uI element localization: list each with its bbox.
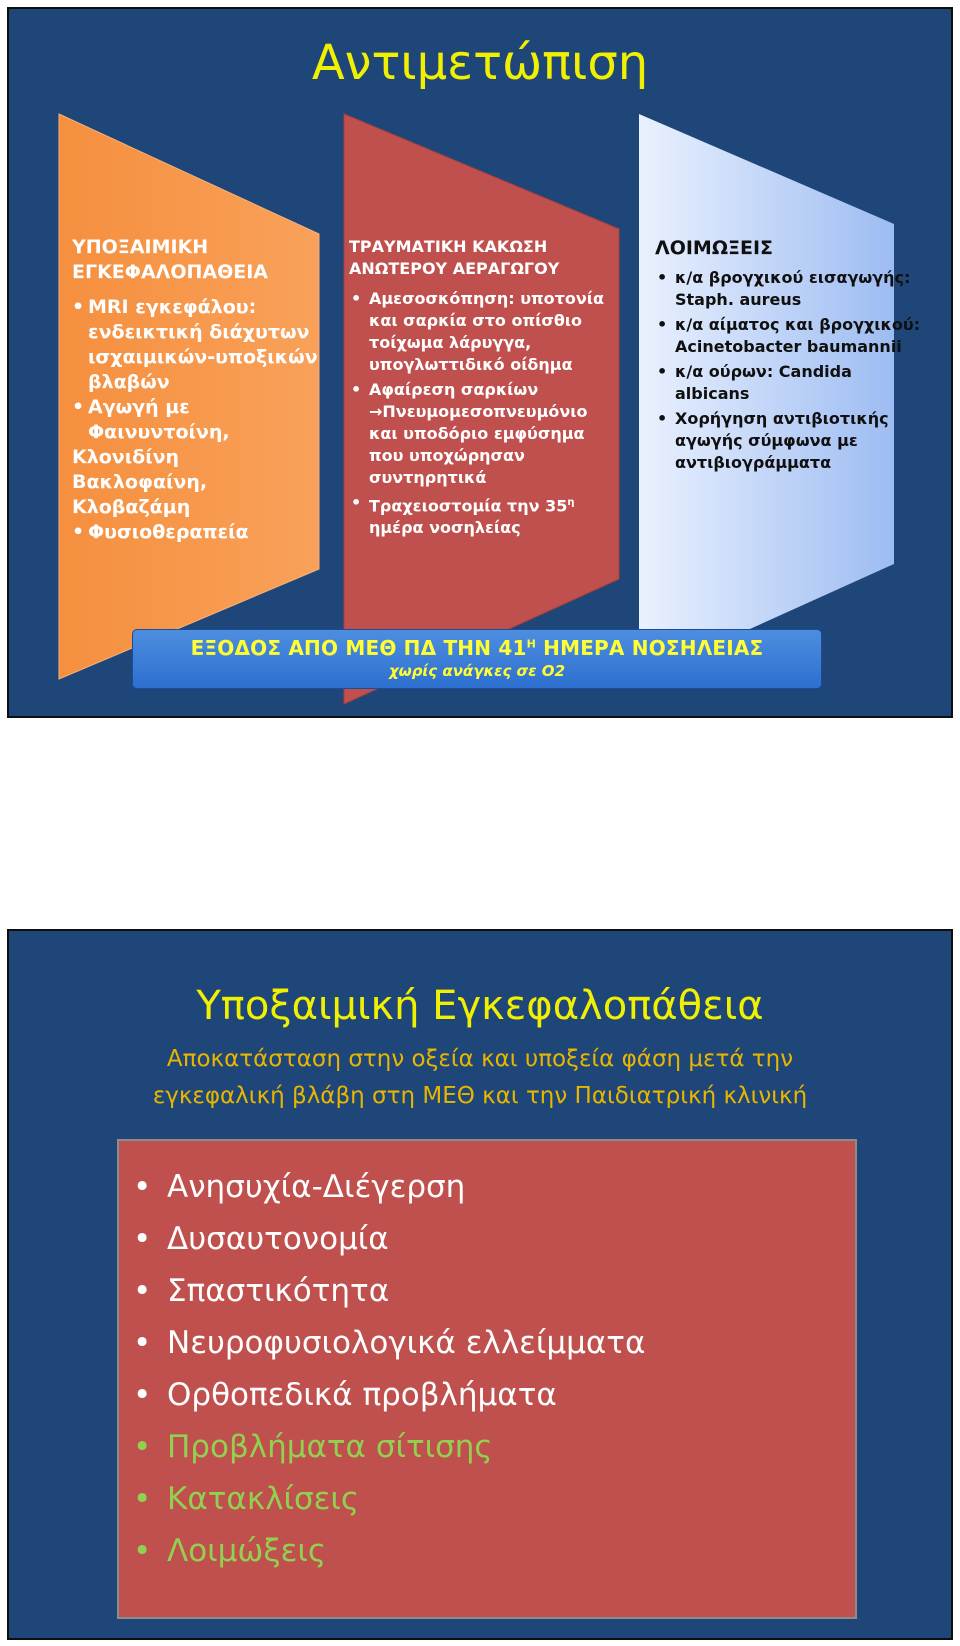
list-item: • Νευροφυσιολογικά ελλείμματα [133,1325,646,1361]
slide-hypoxemic-encephalopathy [7,929,953,1640]
list-item: Κλονιδίνη [72,446,180,468]
list-item: • Αμεσοσκόπηση: υποτονία και σαρκία στο οπίσθιο τοίχωμα λάρυγγα, υπογλωττιδικό οίδημα [351,289,604,374]
panel-heading: ΥΠΟΞΑΙΜΙΚΗ ΕΓΚΕΦΑΛΟΠΑΘΕΙΑ [72,236,269,283]
list-item: • Φυσιοθεραπεία [72,521,249,543]
list-item: • κ/α ούρων: Candida albicans [657,362,852,403]
list-item: • Λοιμώξεις [133,1533,327,1569]
slide-title: Υποξαιμική Εγκεφαλοπάθεια [196,983,764,1029]
panel-airway-injury [339,109,629,709]
panel-heading: ΤΡΑΥΜΑΤΙΚΗ ΚΑΚΩΣΗ ΑΝΩΤΕΡΟΥ ΑΕΡΑΓΩΓΟΥ [349,237,560,278]
list-item: • Τραχειοστομία την $35^\eta$ ημέρα νοσηλείας [351,493,575,538]
list-item: • Αγωγή με Φαινυντοίνη, [72,396,230,443]
problems-list [131,1161,645,1577]
list-item: • Ορθοπεδικά προβλήματα [133,1377,557,1413]
slide-treatment [7,7,953,718]
list-item: • Κατακλίσεις [133,1481,360,1517]
list-item: Κλοβαζάμη [72,496,191,518]
panel-hypoxemic-encephalopathy [54,109,344,709]
list-item: • Χορήγηση αντιβιοτικής αγωγής σύμφωνα με αντιβιογράμματα [657,409,889,472]
panel-infections [639,109,929,709]
list-item: Βακλοφαίνη, [72,471,208,493]
panel-heading: ΛΟΙΜΩΞΕΙΣ [655,237,774,259]
list-item: • MRI εγκεφάλου: ενδεικτική διάχυτων ισχαιμικών-υποξικών βλαβών [72,296,318,393]
problems-box [117,1139,857,1619]
discharge-banner [132,629,822,689]
list-item: • Αφαίρεση σαρκίων →Πνευμομεσοπνευμόνιο και υποδόριο εμφύσημα που υποχώρησαν συντηρητικά [351,380,588,487]
arrow-right-icon: → [369,402,383,421]
list-item: • Δυσαυτονομία [133,1221,389,1257]
slide-title: Αντιμετώπιση [311,35,649,91]
list-item: • κ/α βρογχικού εισαγωγής: Staph. aureus [657,268,911,309]
slide-subtitle: Αποκατάσταση στην οξεία και υποξεία φάση μετά την εγκεφαλική βλάβη στη ΜΕΘ και την Παιδιατρική κλινική [152,1046,808,1109]
list-item: • Ανησυχία-Διέγερση [133,1169,466,1205]
banner-subtitle: χωρίς ανάγκες σε O2 [388,662,565,680]
list-item: • κ/α αίματος και βρογχικού: Acinetobacter baumannii [657,315,921,356]
list-item: • Σπαστικότητα [133,1273,390,1309]
banner-title: ΕΞΟΔΟΣ ΑΠΟ ΜΕΘ ΠΔ ΤΗΝ $41^H$ ΗΜΕΡΑ ΝΟΣΗΛΕΙΑΣ [190,636,764,660]
list-item: • Προβλήματα σίτισης [133,1429,493,1465]
